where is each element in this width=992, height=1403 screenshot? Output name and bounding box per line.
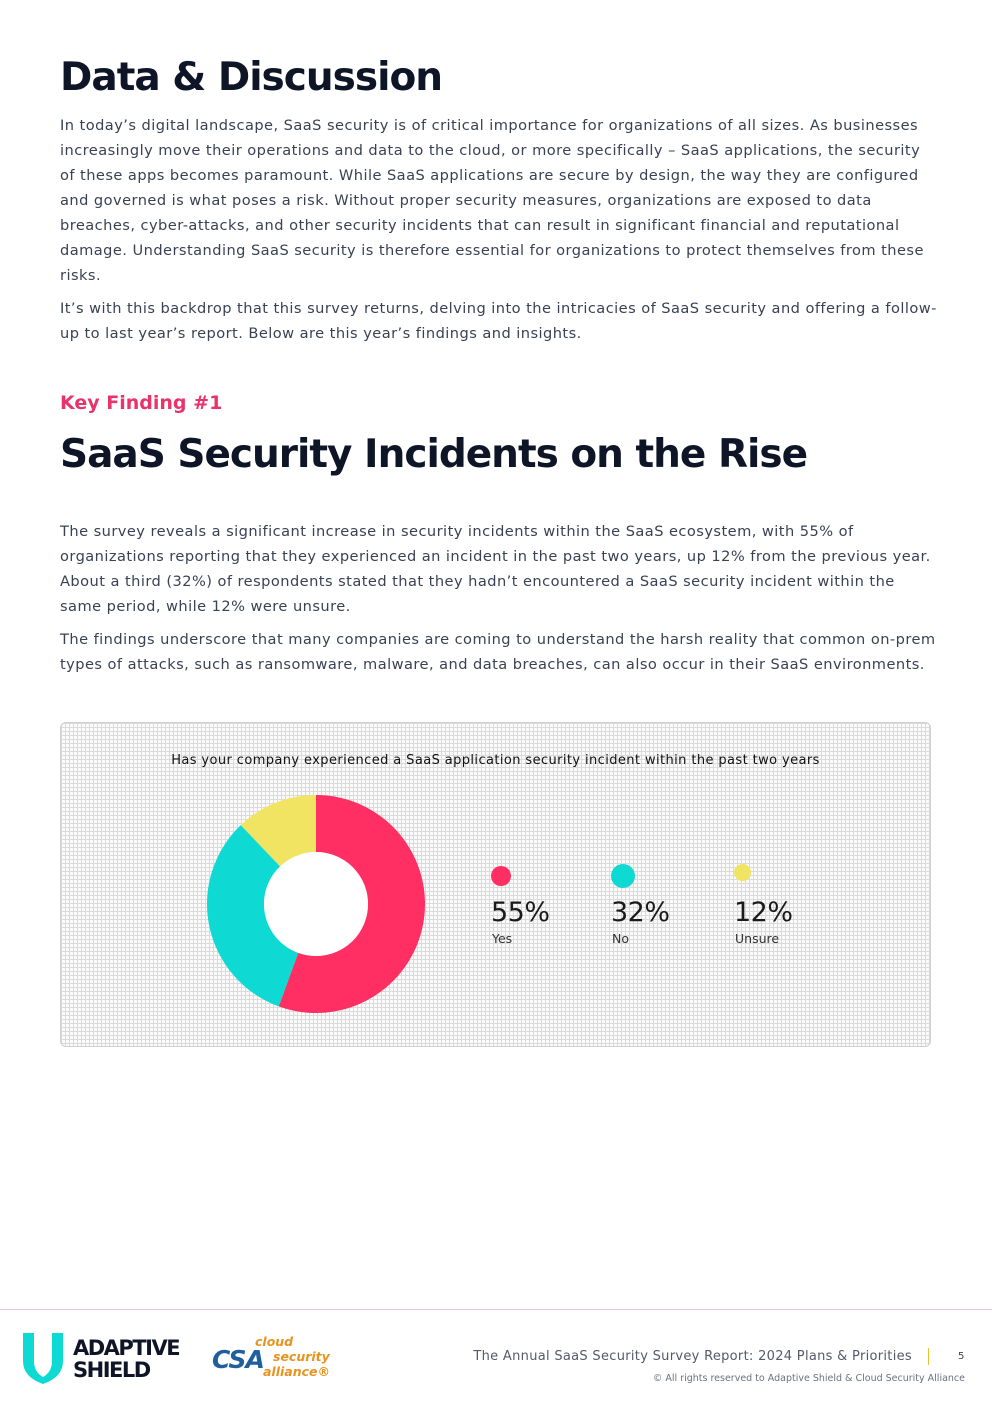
csa-logo bbox=[210, 1333, 340, 1383]
legend-label-no: No bbox=[612, 931, 629, 946]
chart-panel bbox=[60, 722, 931, 1047]
legend-dot-yes bbox=[491, 866, 511, 886]
adaptive-shield-logo bbox=[20, 1330, 180, 1385]
footer-separator bbox=[928, 1348, 929, 1365]
section-heading-finding: SaaS Security Incidents on the Rise bbox=[60, 432, 808, 477]
logo-csa-security: security bbox=[273, 1349, 330, 1364]
section-heading-discussion: Data & Discussion bbox=[60, 55, 443, 100]
chart-title: Has your company experienced a SaaS application security incident within the past two years bbox=[171, 753, 820, 768]
donut-chart bbox=[201, 789, 431, 1019]
legend-value-unsure: 12% bbox=[734, 897, 793, 928]
key-finding-kicker: Key Finding #1 bbox=[60, 392, 223, 414]
footer-copyright: © All rights reserved to Adaptive Shield & Cloud Security Alliance bbox=[652, 1373, 965, 1384]
legend-value-no: 32% bbox=[611, 897, 670, 928]
donut-hole bbox=[264, 852, 368, 956]
logo-word-adaptive: ADAPTIVE bbox=[73, 1336, 180, 1360]
finding-paragraph-2: The findings underscore that many companies are coming to understand the harsh reality that common on-prem types of attacks, such as ransomware, malware, and data breaches, can also occur in their SaaS environments. bbox=[60, 631, 936, 673]
legend-value-yes: 55% bbox=[491, 897, 550, 928]
logo-word-shield: SHIELD bbox=[73, 1358, 150, 1382]
finding-paragraph-1: The survey reveals a significant increase in security incidents within the SaaS ecosystem, with 55% of organizations reporting that they experienced an incident in the past two years, up 12% from the previous year. About a third (32%) of respondents stated that they hadn’t encountered a SaaS security incident within the same period, while 12% were unsure. bbox=[60, 523, 931, 615]
discussion-paragraph-1: In today’s digital landscape, SaaS security is of critical importance for organizations of all sizes. As businesses increasingly move their operations and data to the cloud, or more specifically – SaaS applications, the security of these apps becomes paramount. While SaaS applications are secure by design, the way they are configured and governed is what poses a risk. Without proper security measures, organizations are exposed to data breaches, cyber-attacks, and other security incidents that can result in significant financial and reputational damage. Understanding SaaS security is therefore essential for organizations to protect themselves from these risks. bbox=[60, 117, 924, 284]
legend-dot-unsure bbox=[734, 864, 751, 881]
discussion-paragraph-2: It’s with this backdrop that this survey returns, delving into the intricacies of SaaS security and offering a follow-up to last year’s report. Below are this year’s findings and insights. bbox=[60, 300, 937, 342]
legend-label-yes: Yes bbox=[492, 931, 513, 946]
footer-report-title: The Annual SaaS Security Survey Report: 2024 Plans & Priorities bbox=[473, 1349, 912, 1364]
page-number: 5 bbox=[958, 1351, 965, 1362]
logo-csa-cloud: cloud bbox=[255, 1334, 294, 1349]
legend-dot-no bbox=[611, 864, 635, 888]
logo-csa-mark: CSA bbox=[212, 1345, 264, 1374]
shield-icon bbox=[20, 1330, 66, 1385]
legend-label-unsure: Unsure bbox=[735, 931, 780, 946]
footer-divider bbox=[0, 1309, 992, 1310]
logo-csa-alliance: alliance® bbox=[263, 1364, 331, 1379]
